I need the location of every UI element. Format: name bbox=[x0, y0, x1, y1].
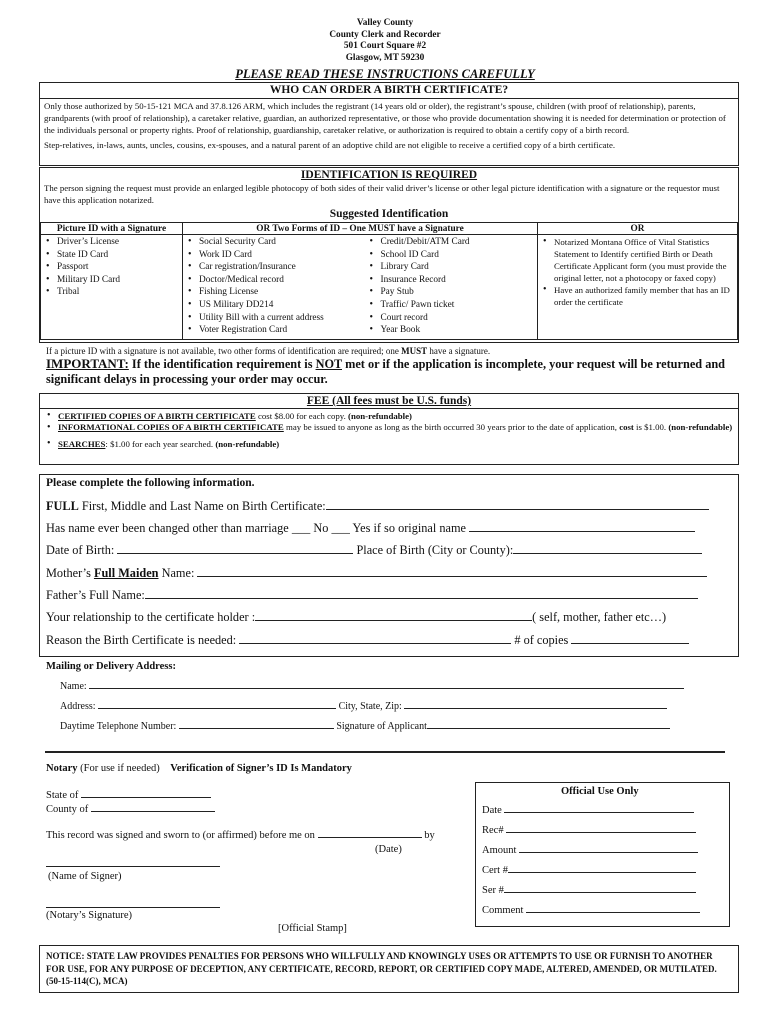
or-list bbox=[540, 236, 735, 308]
notary-header: Notary (For use if needed) Verification of Signer’s ID Is Mandatory bbox=[46, 763, 352, 774]
two-forms-cell-b bbox=[365, 235, 538, 340]
agency-street: 501 Court Square #2 bbox=[343, 41, 427, 51]
fee-title: FEE (All fees must be U.S. funds) bbox=[40, 394, 738, 409]
id-col-two-forms-header: OR Two Forms of ID – One MUST have a Signature bbox=[183, 223, 538, 235]
official-use-title: Official Use Only bbox=[561, 786, 639, 797]
official-ser-row: Ser # bbox=[482, 885, 696, 896]
list-item: • Passport bbox=[43, 261, 180, 274]
section-divider bbox=[45, 751, 725, 753]
mailing-phone-row: Daytime Telephone Number: Signature of Applicant bbox=[60, 721, 670, 732]
two-forms-cell-a bbox=[183, 235, 365, 340]
who-can-order-text: Only those authorized by 50-15-121 MCA and 37.8.126 ARM, which includes the registrant (14 years old or older), the registrant’s spouse, children (with proof of relationship), parents, grandparents (with proof of relationship), a caretaker relative, guardian, an authorized representative, or those who provide documentation showing it is needed for determination or protection of the individuals personal or property rights. Proof of relationship, guardianship, caretaker relative, or authorization is required to obtain a certify copy of a birth record. bbox=[44, 101, 726, 135]
who-can-order-title: WHO CAN ORDER A BIRTH CERTIFICATE? bbox=[40, 83, 738, 99]
agency-name: Valley County bbox=[356, 18, 414, 28]
father-name-field[interactable] bbox=[145, 598, 698, 599]
mailing-name-row: Name: bbox=[60, 681, 684, 692]
list-item: • Utility Bill with a current address bbox=[185, 312, 363, 325]
fee-item-searches: • SEARCHES: $1.00 for each year searched. (non-refundable) bbox=[44, 438, 734, 450]
relationship-field[interactable] bbox=[255, 620, 532, 621]
official-comment-row: Comment bbox=[482, 905, 700, 916]
signer-name-label: (Name of Signer) bbox=[48, 871, 122, 882]
list-item: • Work ID Card bbox=[185, 249, 363, 262]
list-item: • State ID Card bbox=[43, 249, 180, 262]
official-rec-field[interactable] bbox=[506, 832, 696, 833]
father-row: Father’s Full Name: bbox=[46, 588, 698, 603]
notary-date-label: (Date) bbox=[375, 844, 402, 855]
list-item: • Pay Stub bbox=[367, 286, 536, 299]
agency-header bbox=[0, 18, 770, 64]
id-table bbox=[40, 222, 738, 340]
mailing-address-field[interactable] bbox=[98, 708, 336, 709]
mother-row: Mother’s Full Maiden Name: bbox=[46, 566, 707, 581]
notary-state-row: State of bbox=[46, 790, 211, 801]
mother-name-field[interactable] bbox=[197, 576, 707, 577]
list-item: • Insurance Record bbox=[367, 274, 536, 287]
notary-signature-label: (Notary’s Signature) bbox=[46, 910, 133, 921]
copies-field[interactable] bbox=[571, 643, 689, 644]
full-name-field[interactable] bbox=[326, 509, 709, 510]
fee-list bbox=[40, 409, 738, 450]
reason-row: Reason the Birth Certificate is needed: # of copies bbox=[46, 633, 689, 648]
original-name-field[interactable] bbox=[469, 531, 695, 532]
instructions-title: PLEASE READ THESE INSTRUCTIONS CAREFULLY bbox=[235, 67, 535, 81]
official-cert-row: Cert # bbox=[482, 865, 696, 876]
picture-id-list bbox=[43, 236, 180, 299]
list-item: • Fishing License bbox=[185, 286, 363, 299]
full-name-row: FULL First, Middle and Last Name on Birth Certificate: bbox=[46, 499, 709, 514]
who-can-order-section bbox=[39, 82, 739, 166]
two-forms-list-b bbox=[367, 236, 536, 337]
fee-item-informational: • INFORMATIONAL COPIES OF A BIRTH CERTIFICATE may be issued to anyone as long as the birth occurred 30 years prior to the date of application, cost is $1.00. (non-refundable) bbox=[44, 422, 734, 434]
notary-state-field[interactable] bbox=[81, 797, 211, 798]
list-item: • School ID Card bbox=[367, 249, 536, 262]
legal-notice-text: NOTICE: STATE LAW PROVIDES PENALTIES FOR PERSONS WHO WILLFULLY AND KNOWINGLY USES OR ATTEMPTS TO USE OR FURNISH TO ANOTHER FOR USE, FOR ANY PURPOSE OF DECEPTION, ANY CERTIFICATE, RECORD, REPORT, OR CERTIFIED COPY MADE, ALTERED, AMENDED, OR MUTILATED. (50-15-114(C), MCA) bbox=[46, 951, 717, 986]
list-item: • Credit/Debit/ATM Card bbox=[367, 236, 536, 249]
official-ser-field[interactable] bbox=[504, 892, 696, 893]
list-item: • US Military DD214 bbox=[185, 299, 363, 312]
notary-county-field[interactable] bbox=[91, 811, 215, 812]
date-of-birth-field[interactable] bbox=[117, 553, 353, 554]
legal-notice-box bbox=[39, 945, 739, 993]
identification-section bbox=[39, 167, 739, 343]
notary-date-field[interactable] bbox=[318, 837, 422, 838]
fee-item-certified: • CERTIFIED COPIES OF A BIRTH CERTIFICATE cost $8.00 for each copy. (non-refundable) bbox=[44, 410, 734, 422]
reason-field[interactable] bbox=[239, 643, 511, 644]
list-item: • Social Security Card bbox=[185, 236, 363, 249]
notary-county-row: County of bbox=[46, 804, 215, 815]
fee-section bbox=[39, 393, 739, 465]
place-of-birth-field[interactable] bbox=[513, 553, 702, 554]
suggested-id-title: Suggested Identification bbox=[329, 208, 449, 220]
city-state-zip-field[interactable] bbox=[404, 708, 667, 709]
list-item: • Have an authorized family member that has an ID order the certificate bbox=[540, 284, 735, 308]
notary-signature-line[interactable] bbox=[46, 907, 220, 908]
official-amount-row: Amount bbox=[482, 845, 698, 856]
list-item: • Tribal bbox=[43, 286, 180, 299]
picture-id-cell bbox=[41, 235, 183, 340]
daytime-phone-field[interactable] bbox=[179, 728, 334, 729]
important-notice: IMPORTANT: If the identification requirement is NOT met or if the application is incomplete, your request will be returned and significant delays in processing your order may occur. bbox=[46, 356, 726, 386]
official-comment-field[interactable] bbox=[526, 912, 700, 913]
applicant-signature-field[interactable] bbox=[427, 728, 670, 729]
mailing-address-row: Address: City, State, Zip: bbox=[60, 701, 667, 712]
or-cell bbox=[538, 235, 738, 340]
mailing-title: Mailing or Delivery Address: bbox=[46, 661, 176, 672]
official-date-field[interactable] bbox=[504, 812, 694, 813]
list-item: • Court record bbox=[367, 312, 536, 325]
relationship-row: Your relationship to the certificate holder : ( self, mother, father etc…) bbox=[46, 610, 667, 624]
id-note: If a picture ID with a signature is not available, two other forms of identification are required; one MUST have a signature. bbox=[46, 346, 491, 356]
list-item: • Year Book bbox=[367, 324, 536, 337]
identification-title: IDENTIFICATION IS REQUIRED bbox=[300, 169, 478, 181]
list-item: • Car registration/Insurance bbox=[185, 261, 363, 274]
official-date-row: Date bbox=[482, 805, 694, 816]
ineligible-text: Step-relatives, in-laws, aunts, uncles, cousins, ex-spouses, and a natural parent of an adoptive child are not eligible to receive a certified copy of a birth certificate. bbox=[44, 140, 616, 150]
birth-row: Date of Birth: Place of Birth (City or County): bbox=[46, 543, 702, 558]
list-item: • Library Card bbox=[367, 261, 536, 274]
mailing-name-field[interactable] bbox=[89, 688, 684, 689]
notary-sworn-row: This record was signed and sworn to (or affirmed) before me on by bbox=[46, 830, 435, 841]
official-cert-field[interactable] bbox=[508, 872, 696, 873]
official-stamp-label: [Official Stamp] bbox=[278, 923, 347, 934]
official-amount-field[interactable] bbox=[519, 852, 698, 853]
official-rec-row: Rec# bbox=[482, 825, 696, 836]
identification-text: The person signing the request must provide an enlarged legible photocopy of both sides of their valid driver’s license or other legal picture identification with a signature or the requestor must have this application notarized. bbox=[44, 183, 720, 205]
agency-city: Glasgow, MT 59230 bbox=[345, 52, 425, 63]
signer-name-line[interactable] bbox=[46, 866, 220, 867]
two-forms-list-a bbox=[185, 236, 363, 337]
list-item: • Traffic/ Pawn ticket bbox=[367, 299, 536, 312]
agency-office: County Clerk and Recorder bbox=[329, 29, 441, 40]
list-item: • Military ID Card bbox=[43, 274, 180, 287]
form-title: Please complete the following information. bbox=[46, 477, 255, 489]
list-item: • Voter Registration Card bbox=[185, 324, 363, 337]
list-item: • Notarized Montana Office of Vital Statistics Statement to Identify certified Birth or Death Certificate Applicant form (you must provide the original letter, not a photocopy or faxed copy) bbox=[540, 236, 735, 284]
list-item: • Doctor/Medical record bbox=[185, 274, 363, 287]
id-col-or-header: OR bbox=[538, 223, 738, 235]
list-item: • Driver’s License bbox=[43, 236, 180, 249]
name-changed-row: Has name ever been changed other than marriage ___ No ___ Yes if so original name bbox=[46, 521, 695, 536]
id-col-picture-header: Picture ID with a Signature bbox=[41, 223, 183, 235]
